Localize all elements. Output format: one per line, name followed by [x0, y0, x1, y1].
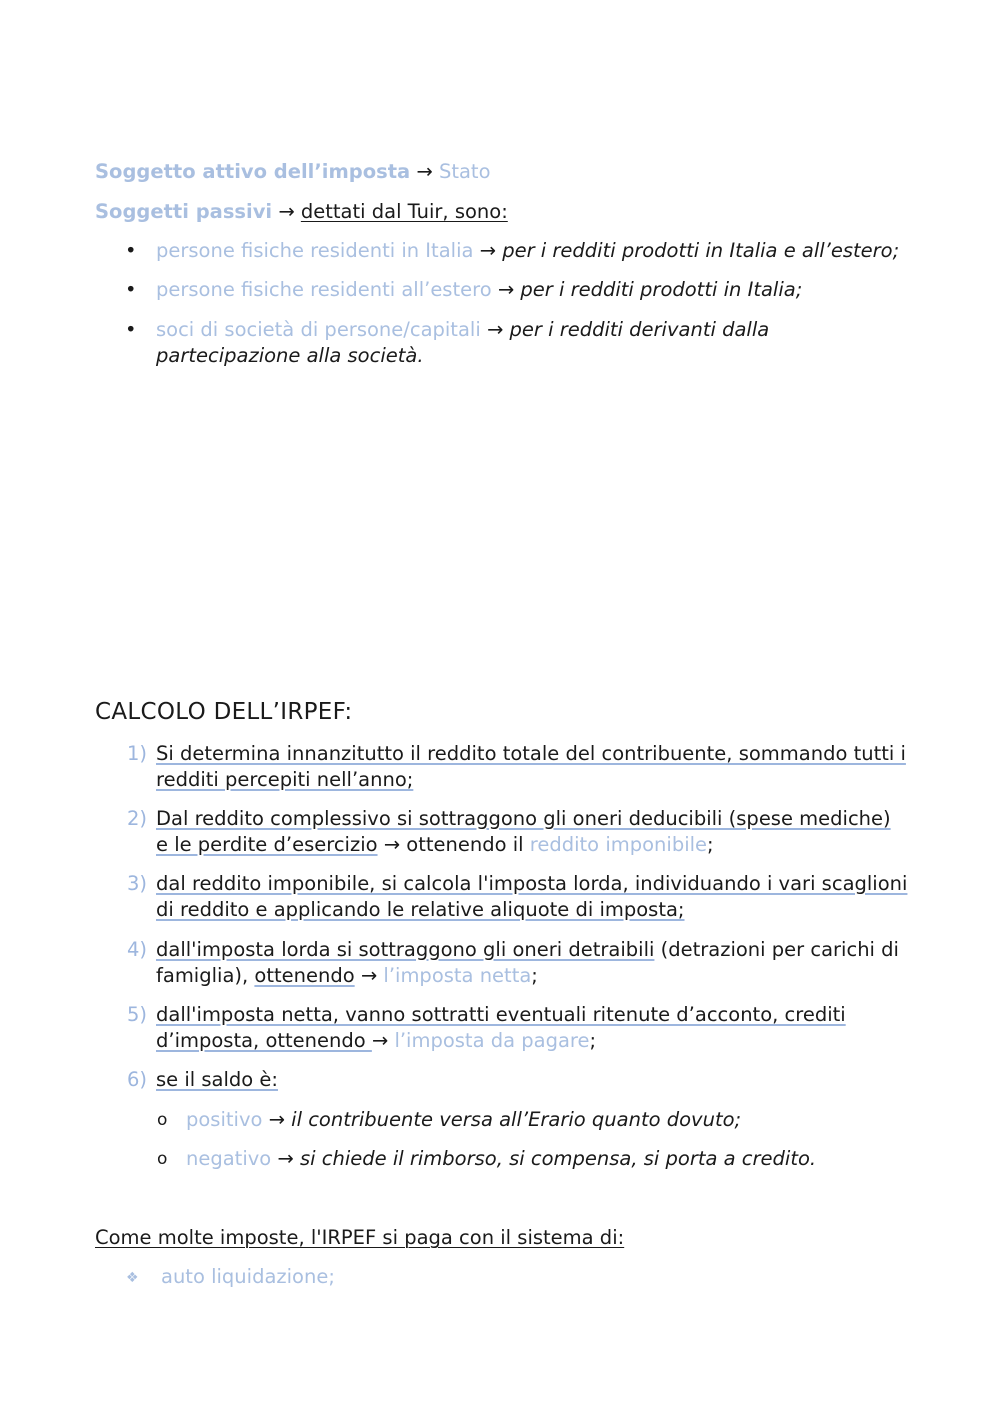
sub-item-term: positivo: [186, 1108, 263, 1131]
passive-subjects-value: dettati dal Tuir, sono:: [300, 200, 508, 223]
arrow: →: [486, 318, 504, 341]
sub-bullet-marker: o: [157, 1149, 168, 1169]
step-text: ottenendo: [254, 964, 355, 987]
arrow: →: [416, 160, 433, 183]
step-keyword: reddito imponibile: [529, 833, 708, 856]
sub-list-item: [186, 1146, 816, 1172]
list-item-desc: per i redditi prodotti in Italia e all’estero;: [502, 239, 900, 262]
step-line: [156, 806, 891, 832]
step-text: dal reddito imponibile, si calcola l'imposta lorda, individuando i vari scaglioni: [156, 872, 908, 895]
step-text: e le perdite d’esercizio: [156, 833, 378, 856]
step-text: dall'imposta lorda si sottraggono gli oneri detraibili: [156, 938, 655, 961]
step-text: (detrazioni per carichi di: [654, 938, 899, 961]
step-text: di reddito e applicando le relative aliquote di imposta;: [156, 898, 685, 921]
step-line: [156, 741, 906, 767]
sub-item-desc: si chiede il rimborso, si compensa, si porta a credito.: [299, 1147, 817, 1170]
step-line: [156, 832, 714, 858]
step-text: redditi percepiti nell’anno;: [156, 768, 414, 791]
list-item-term: persone fisiche residenti in Italia: [156, 239, 474, 262]
step-line: [156, 1002, 846, 1028]
step-keyword: l’imposta netta: [383, 964, 532, 987]
sub-bullet-marker: o: [157, 1110, 168, 1130]
passive-subjects-line: [95, 199, 508, 225]
step-number: 4): [127, 938, 148, 961]
step-line: [156, 1067, 278, 1093]
step-line: [156, 897, 685, 923]
step-text: se il saldo è:: [156, 1068, 278, 1091]
step-number: 5): [127, 1003, 148, 1026]
bullet-dot: •: [125, 278, 137, 301]
list-item-desc: per i redditi derivanti dalla: [509, 318, 770, 341]
arrow: →: [278, 200, 295, 223]
step-number: 3): [127, 872, 148, 895]
step-line: [156, 1028, 596, 1054]
step-text: ;: [531, 964, 538, 987]
list-item: [156, 277, 802, 303]
step-line: [156, 871, 907, 897]
list-item-term: persone fisiche residenti all’estero: [156, 278, 492, 301]
step-line: [156, 937, 899, 963]
step-number: 6): [127, 1068, 148, 1091]
payment-item: auto liquidazione;: [161, 1265, 335, 1288]
sub-list-item: [186, 1107, 741, 1133]
step-text: →: [354, 964, 384, 987]
step-text: →: [371, 1029, 395, 1052]
list-item: [156, 238, 899, 264]
step-text: Si determina innanzitutto il reddito totale del contribuente, sommando tutti i: [156, 742, 906, 765]
active-subject-term: Soggetto attivo dell’imposta: [95, 160, 411, 183]
arrow: →: [277, 1147, 294, 1170]
step-text: dall'imposta netta, vanno sottratti eventuali ritenute d’acconto, crediti: [156, 1003, 846, 1026]
step-number: 1): [127, 742, 148, 765]
list-item-continuation: partecipazione alla società.: [156, 344, 424, 367]
diamond-bullet-icon: ❖: [126, 1270, 139, 1286]
sub-item-desc: il contribuente versa all’Erario quanto dovuto;: [291, 1108, 742, 1131]
step-text: famiglia),: [156, 964, 255, 987]
step-line: [156, 767, 413, 793]
passive-subjects-term: Soggetti passivi: [95, 200, 273, 223]
arrow: →: [497, 278, 515, 301]
bullet-dot: •: [125, 239, 137, 262]
payment-intro: [95, 1225, 624, 1251]
active-subject-value: Stato: [438, 160, 491, 183]
bullet-dot: •: [125, 318, 137, 341]
step-text: Dal reddito complessivo si sottraggono gli oneri deducibili (spese mediche): [156, 807, 891, 830]
list-item-desc: per i redditi prodotti in Italia;: [520, 278, 803, 301]
section-title: CALCOLO DELL’IRPEF:: [95, 699, 353, 725]
active-subject-line: [95, 159, 491, 185]
step-keyword: l’imposta da pagare: [394, 1029, 590, 1052]
arrow: →: [268, 1108, 285, 1131]
step-text: → ottenendo il: [383, 833, 524, 856]
sub-item-term: negativo: [186, 1147, 272, 1170]
step-line: [156, 963, 538, 989]
step-text: ;: [589, 1029, 597, 1052]
step-text: ;: [707, 833, 714, 856]
step-text: d’imposta, ottenendo: [156, 1029, 372, 1052]
step-number: 2): [127, 807, 148, 830]
arrow: →: [479, 239, 496, 262]
list-item-term: soci di società di persone/capitali: [156, 318, 481, 341]
list-item: [156, 317, 769, 343]
payment-intro-text: Come molte imposte, l'IRPEF si paga con il sistema di:: [95, 1226, 625, 1249]
